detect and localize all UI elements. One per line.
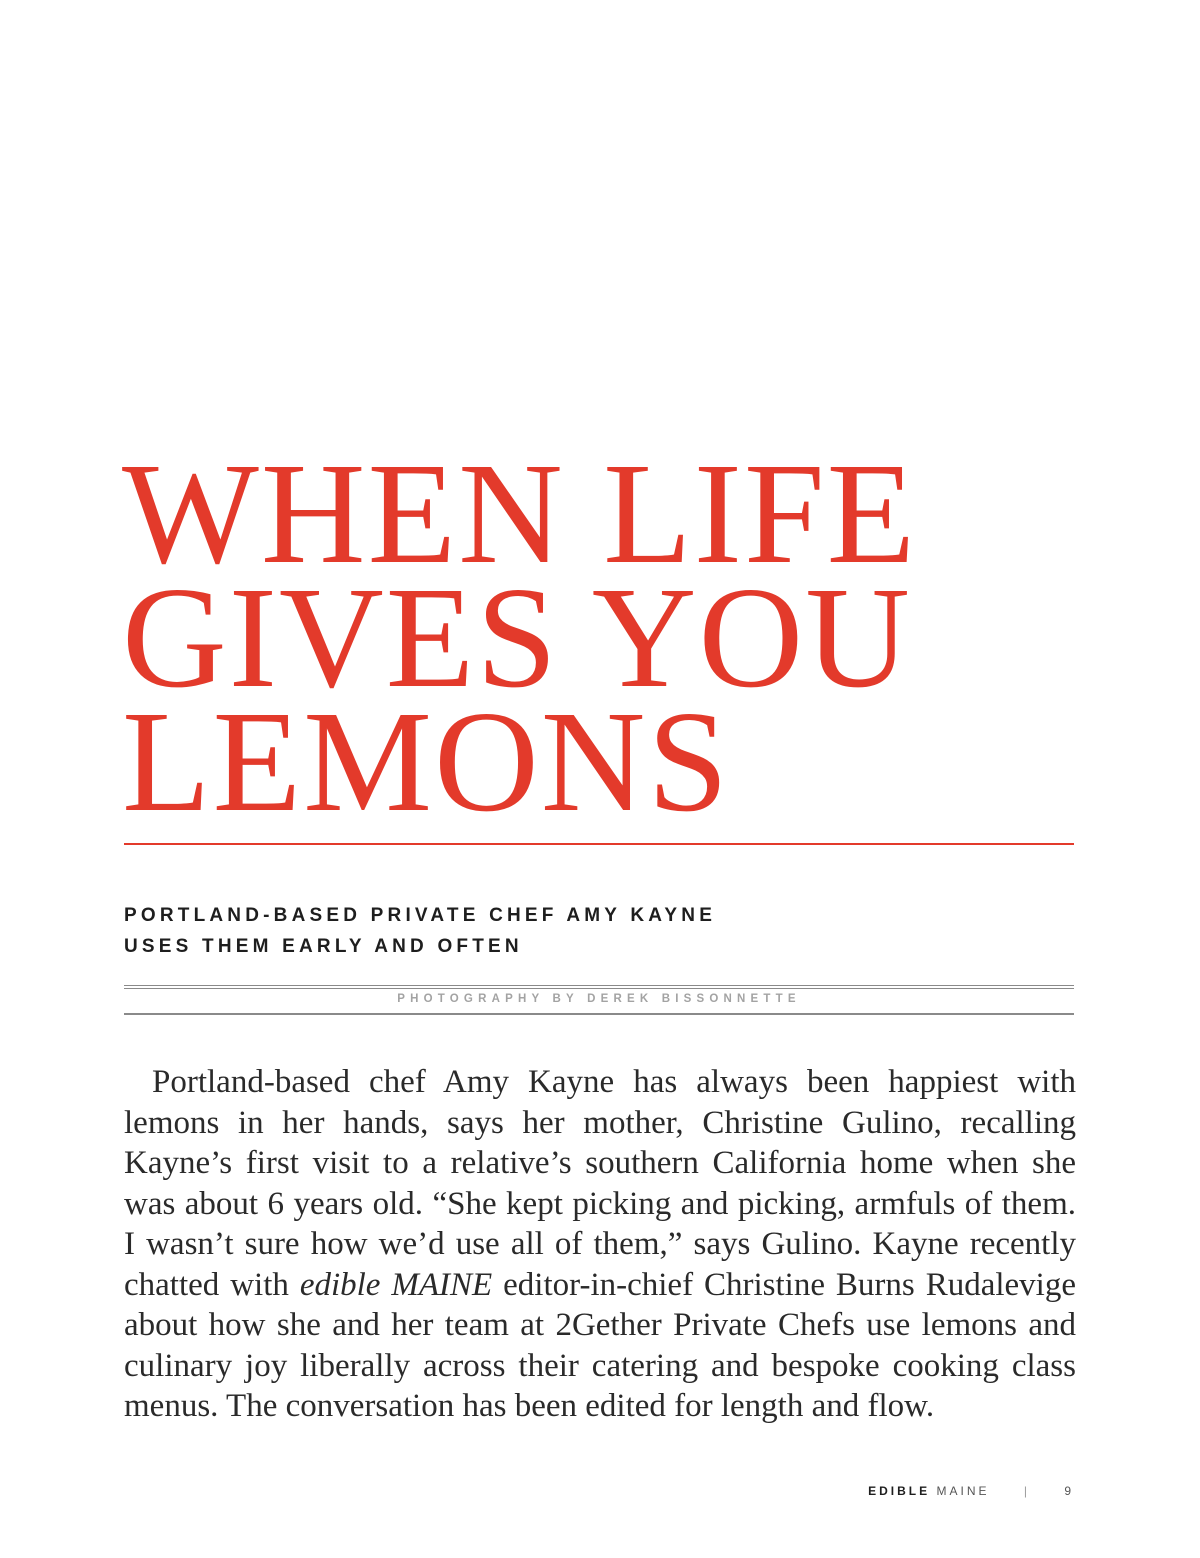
credit-divider-top [124, 985, 1074, 989]
article-subhead [124, 900, 1024, 962]
body-line-5: I wasn’t sure how we’d use all of them,” says Gulino. Kayne recently [124, 1226, 1076, 1262]
photo-credit: PHOTOGRAPHY BY DEREK BISSONNETTE [397, 993, 801, 1005]
article-headline [122, 434, 1082, 842]
headline-line-1: WHEN LIFE [122, 434, 918, 594]
headline-divider [124, 843, 1074, 845]
body-line-6-after: editor-in-chief Christine Burns Rudalevige [492, 1266, 1076, 1303]
body-line-7: about how she and her team at 2Gether Private Chefs use lemons and [124, 1307, 1076, 1343]
body-line-6-before: chatted with [124, 1266, 300, 1303]
headline-line-3: LEMONS [122, 682, 731, 842]
subhead-line-1: PORTLAND-BASED PRIVATE CHEF AMY KAYNE [124, 905, 717, 926]
headline-line-2: GIVES YOU [122, 558, 912, 718]
body-line-9: menus. The conversation has been edited for length and flow. [124, 1388, 935, 1424]
body-line-1: Portland-based chef Amy Kayne has always been happiest with [152, 1064, 1076, 1100]
body-line-2: lemons in her hands, says her mother, Christine Gulino, recalling [124, 1104, 1076, 1141]
footer-separator: | [1023, 1484, 1030, 1498]
body-line-8: culinary joy liberally across their catering and bespoke cooking class [124, 1347, 1076, 1384]
body-line-4: was about 6 years old. “She kept picking and picking, armfuls of them. [124, 1185, 1076, 1222]
body-line-3: Kayne’s first visit to a relative’s southern California home when she [124, 1145, 1076, 1181]
page-number: 9 [1064, 1484, 1074, 1498]
page-footer [868, 1484, 1074, 1498]
footer-brand: EDIBLE [868, 1484, 931, 1498]
body-line-6 [124, 1265, 1076, 1306]
footer-region: MAINE [936, 1484, 990, 1498]
article-body [124, 1062, 1076, 1427]
subhead-line-2: USES THEM EARLY AND OFTEN [124, 936, 523, 957]
credit-divider-bottom [124, 1013, 1074, 1015]
publication-name-italic: edible MAINE [299, 1266, 493, 1303]
